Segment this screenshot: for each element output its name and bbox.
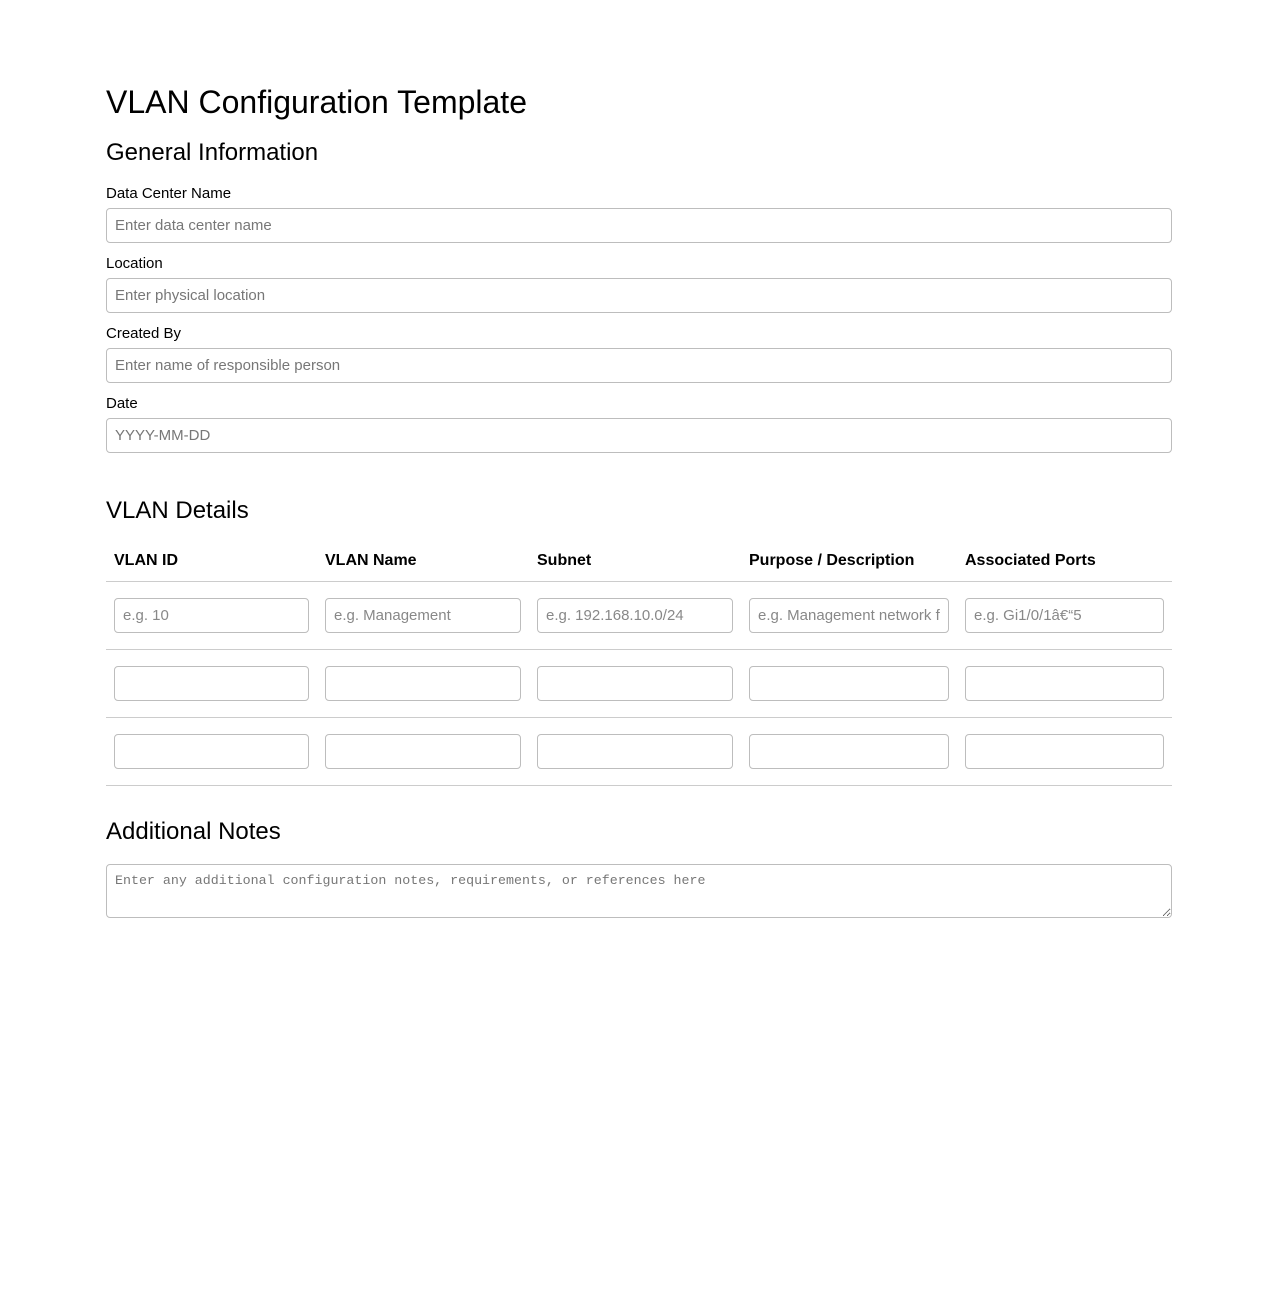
page-title: VLAN Configuration Template (106, 84, 527, 120)
table-header-row (106, 541, 1172, 581)
date-label: Date (106, 395, 138, 412)
column-header-subnet: Subnet (529, 541, 741, 581)
vlan-name-input[interactable] (325, 666, 521, 701)
column-header-vlan-name: VLAN Name (317, 541, 529, 581)
general-info-heading: General Information (106, 139, 319, 166)
ports-input[interactable] (965, 598, 1164, 633)
column-header-vlan-id: VLAN ID (106, 541, 317, 581)
data-center-name-label: Data Center Name (106, 185, 232, 202)
table-row (106, 581, 1172, 649)
vlan-id-input[interactable] (114, 734, 309, 769)
vlan-id-input[interactable] (114, 666, 309, 701)
purpose-input[interactable] (749, 598, 949, 633)
additional-notes-textarea[interactable] (106, 864, 1172, 918)
location-input[interactable] (106, 278, 1172, 313)
vlan-id-input[interactable] (114, 598, 309, 633)
column-header-ports: Associated Ports (957, 541, 1172, 581)
ports-input[interactable] (965, 734, 1164, 769)
vlan-name-input[interactable] (325, 734, 521, 769)
purpose-input[interactable] (749, 734, 949, 769)
purpose-input[interactable] (749, 666, 949, 701)
subnet-input[interactable] (537, 598, 733, 633)
table-row (106, 717, 1172, 785)
vlan-details-heading: VLAN Details (106, 497, 249, 524)
vlan-table (106, 541, 1172, 786)
created-by-input[interactable] (106, 348, 1172, 383)
additional-notes-heading: Additional Notes (106, 818, 281, 845)
ports-input[interactable] (965, 666, 1164, 701)
date-input[interactable] (106, 418, 1172, 453)
data-center-name-input[interactable] (106, 208, 1172, 243)
location-label: Location (106, 255, 163, 272)
created-by-label: Created By (106, 325, 182, 342)
table-row (106, 649, 1172, 717)
subnet-input[interactable] (537, 666, 733, 701)
subnet-input[interactable] (537, 734, 733, 769)
column-header-purpose: Purpose / Description (741, 541, 957, 581)
vlan-name-input[interactable] (325, 598, 521, 633)
